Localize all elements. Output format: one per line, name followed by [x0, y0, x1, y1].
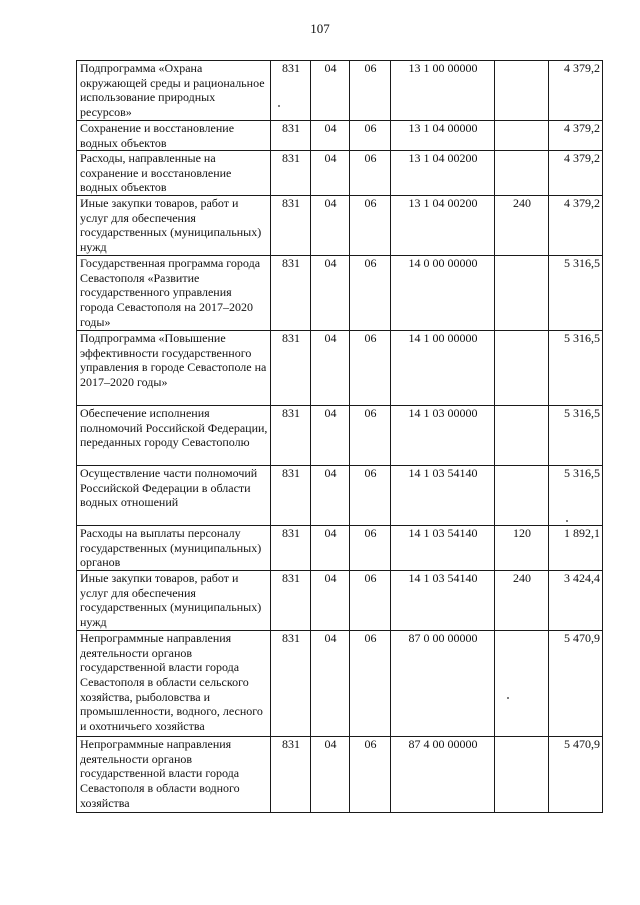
row-target-article: 14 1 00 00000	[391, 331, 495, 406]
table-row	[77, 331, 603, 406]
table-row	[77, 737, 603, 813]
row-expense-type: 240	[495, 571, 549, 631]
row-name: Подпрограмма «Повышение эффективности государственного управления в городе Севастополе на 2017–2020 годы»	[77, 331, 271, 406]
row-expense-type	[495, 331, 549, 406]
table-row	[77, 196, 603, 256]
row-target-article: 14 1 03 54140	[391, 466, 495, 526]
row-podrazdel: 06	[350, 151, 391, 196]
scan-speck	[507, 697, 509, 699]
row-expense-type	[495, 466, 549, 526]
table-row	[77, 406, 603, 466]
page-number: 107	[310, 21, 330, 36]
row-amount: 5 316,5	[549, 406, 603, 466]
table-row	[77, 61, 603, 121]
row-name: Расходы на выплаты персоналу государственных (муниципальных) органов	[77, 526, 271, 571]
row-razdel: 04	[311, 61, 350, 121]
row-expense-type	[495, 631, 549, 737]
row-razdel: 04	[311, 631, 350, 737]
row-target-article: 13 1 04 00200	[391, 196, 495, 256]
row-amount: 5 316,5	[549, 331, 603, 406]
row-amount: 5 316,5	[549, 466, 603, 526]
row-razdel: 04	[311, 526, 350, 571]
row-razdel: 04	[311, 196, 350, 256]
row-name: Иные закупки товаров, работ и услуг для обеспечения государственных (муниципальных) нужд	[77, 571, 271, 631]
table-row	[77, 466, 603, 526]
row-podrazdel: 06	[350, 631, 391, 737]
row-grbs: 831	[271, 151, 311, 196]
row-name: Непрограммные направления деятельности органов государственной власти города Севастополя в области сельского хозяйства, рыболовства и промышленности, водного, лесного и охотничьего хозяйства	[77, 631, 271, 737]
row-target-article: 14 1 03 00000	[391, 406, 495, 466]
row-amount: 4 379,2	[549, 61, 603, 121]
row-razdel: 04	[311, 466, 350, 526]
scan-speck	[566, 520, 568, 522]
table-row	[77, 571, 603, 631]
row-target-article: 14 1 03 54140	[391, 571, 495, 631]
row-razdel: 04	[311, 331, 350, 406]
table-row	[77, 121, 603, 151]
row-razdel: 04	[311, 571, 350, 631]
row-grbs: 831	[271, 737, 311, 813]
row-target-article: 14 1 03 54140	[391, 526, 495, 571]
row-grbs: 831	[271, 406, 311, 466]
row-name: Осуществление части полномочий Российской Федерации в области водных отношений	[77, 466, 271, 526]
row-amount: 5 470,9	[549, 631, 603, 737]
row-expense-type: 240	[495, 196, 549, 256]
table-row	[77, 526, 603, 571]
table-row	[77, 151, 603, 196]
row-amount: 4 379,2	[549, 151, 603, 196]
row-razdel: 04	[311, 737, 350, 813]
row-name: Государственная программа города Севастополя «Развитие государственного управления города Севастополя на 2017–2020 годы»	[77, 256, 271, 331]
row-podrazdel: 06	[350, 526, 391, 571]
row-grbs: 831	[271, 196, 311, 256]
row-name: Обеспечение исполнения полномочий Российской Федерации, переданных городу Севастополю	[77, 406, 271, 466]
row-podrazdel: 06	[350, 737, 391, 813]
table-row	[77, 256, 603, 331]
row-grbs: 831	[271, 121, 311, 151]
row-name: Иные закупки товаров, работ и услуг для обеспечения государственных (муниципальных) нужд	[77, 196, 271, 256]
row-target-article: 87 4 00 00000	[391, 737, 495, 813]
row-amount: 4 379,2	[549, 121, 603, 151]
row-name: Сохранение и восстановление водных объектов	[77, 121, 271, 151]
row-expense-type: 120	[495, 526, 549, 571]
row-podrazdel: 06	[350, 61, 391, 121]
row-razdel: 04	[311, 151, 350, 196]
row-target-article: 87 0 00 00000	[391, 631, 495, 737]
row-podrazdel: 06	[350, 331, 391, 406]
row-target-article: 13 1 00 00000	[391, 61, 495, 121]
row-expense-type	[495, 406, 549, 466]
row-podrazdel: 06	[350, 466, 391, 526]
row-razdel: 04	[311, 406, 350, 466]
row-amount: 5 470,9	[549, 737, 603, 813]
row-grbs: 831	[271, 256, 311, 331]
row-expense-type	[495, 61, 549, 121]
row-podrazdel: 06	[350, 196, 391, 256]
row-target-article: 13 1 04 00200	[391, 151, 495, 196]
row-grbs: 831	[271, 331, 311, 406]
row-name: Подпрограмма «Охрана окружающей среды и рациональное использование природных ресурсов»	[77, 61, 271, 121]
row-razdel: 04	[311, 121, 350, 151]
row-target-article: 13 1 04 00000	[391, 121, 495, 151]
row-expense-type	[495, 256, 549, 331]
row-razdel: 04	[311, 256, 350, 331]
row-grbs: 831	[271, 631, 311, 737]
row-podrazdel: 06	[350, 256, 391, 331]
row-podrazdel: 06	[350, 406, 391, 466]
row-target-article: 14 0 00 00000	[391, 256, 495, 331]
row-expense-type	[495, 737, 549, 813]
row-grbs: 831	[271, 466, 311, 526]
budget-table	[76, 60, 603, 813]
row-name: Расходы, направленные на сохранение и восстановление водных объектов	[77, 151, 271, 196]
scan-speck	[278, 105, 280, 107]
row-expense-type	[495, 151, 549, 196]
row-podrazdel: 06	[350, 121, 391, 151]
table-row	[77, 631, 603, 737]
row-grbs: 831	[271, 61, 311, 121]
row-amount: 1 892,1	[549, 526, 603, 571]
row-grbs: 831	[271, 526, 311, 571]
row-amount: 5 316,5	[549, 256, 603, 331]
row-expense-type	[495, 121, 549, 151]
row-podrazdel: 06	[350, 571, 391, 631]
row-amount: 3 424,4	[549, 571, 603, 631]
row-name: Непрограммные направления деятельности органов государственной власти города Севастополя в области водного хозяйства	[77, 737, 271, 813]
row-amount: 4 379,2	[549, 196, 603, 256]
row-grbs: 831	[271, 571, 311, 631]
